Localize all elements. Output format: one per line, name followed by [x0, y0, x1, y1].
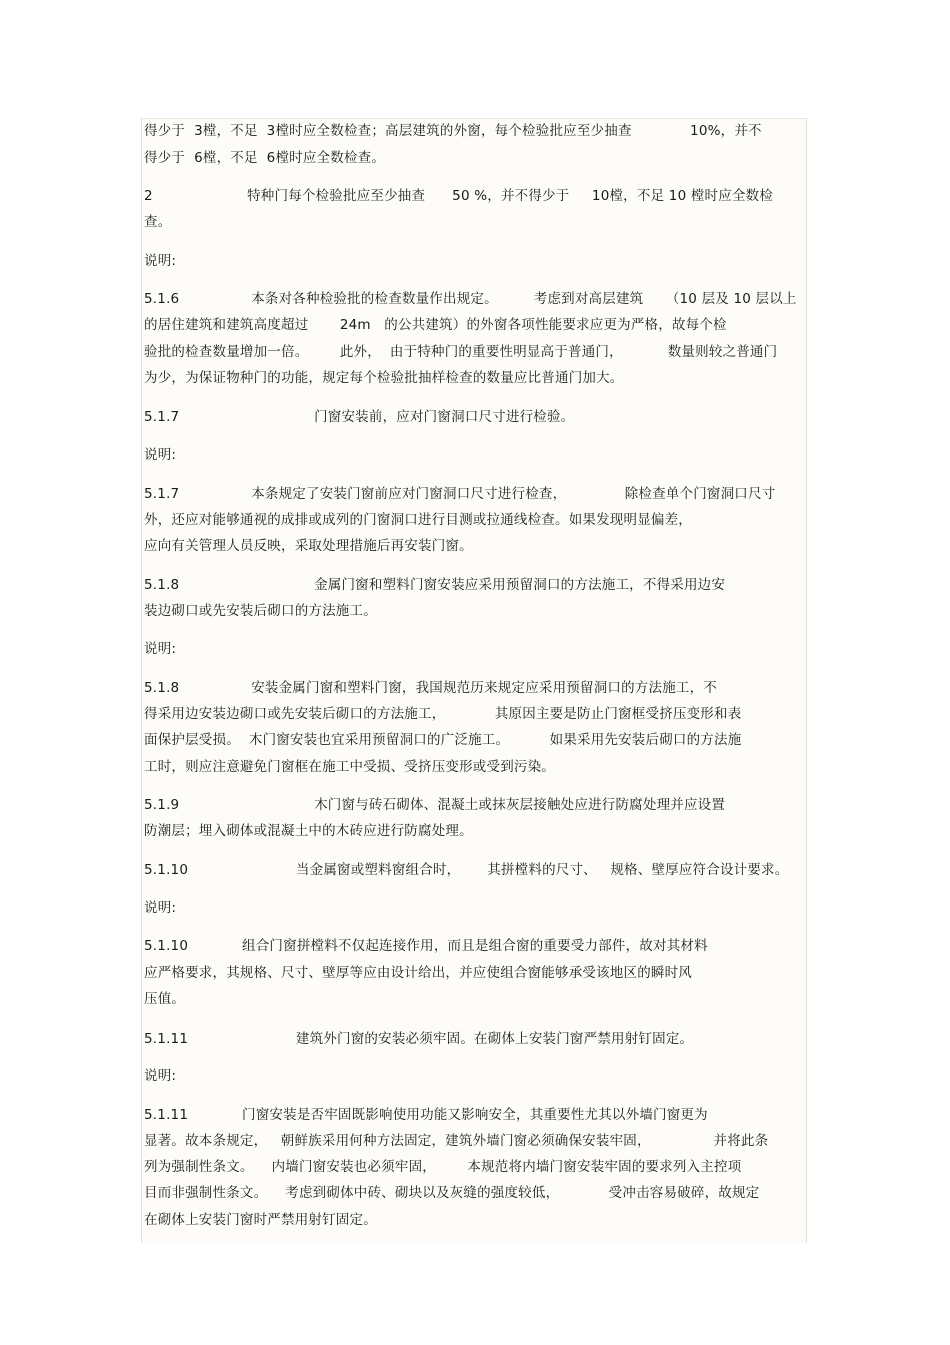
text-line: 面保护层受损。 木门窗安装也宜采用预留洞口的广泛施工。 如果采用先安装后砌口的方法施 [144, 732, 742, 748]
text-line: 的居住建筑和建筑高度超过 24m 的公共建筑）的外窗各项性能要求应更为严格，故每个检 [144, 317, 727, 333]
text-line: 在砌体上安装门窗时严禁用射钉固定。 [144, 1212, 377, 1228]
text-line: 外，还应对能够通视的成排或成列的门窗洞口进行目测或拉通线检查。如果发现明显偏差， [144, 512, 692, 528]
text-line: 为少，为保证物种门的功能，规定每个检验批抽样检查的数量应比普通门加大。 [144, 370, 624, 386]
text-line: 说明: [144, 447, 177, 463]
text-line: 5.1.10 组合门窗拼樘料不仅起连接作用，而且是组合窗的重要受力部件，故对其材料 [144, 938, 708, 954]
text-line: 5.1.9 木门窗与砖石砌体、混凝土或抹灰层接触处应进行防腐处理并应设置 [144, 797, 726, 813]
text-line: 得少于 3樘，不足 3樘时应全数检查；高层建筑的外窗，每个检验批应至少抽查 10%，并不 [144, 123, 762, 139]
text-line: 应严格要求，其规格、尺寸、壁厚等应由设计给出，并应使组合窗能够承受该地区的瞬时风 [144, 965, 692, 981]
text-line: 显著。故本条规定， 朝鲜族采用何种方法固定，建筑外墙门窗必须确保安装牢固， 并将此条 [144, 1133, 769, 1149]
text-line: 说明: [144, 1068, 177, 1084]
text-line: 5.1.8 安装金属门窗和塑料门窗，我国规范历来规定应采用预留洞口的方法施工，不 [144, 680, 718, 696]
text-line: 列为强制性条文。 内墙门窗安装也必须牢固， 本规范将内墙门窗安装牢固的要求列入主控项 [144, 1159, 742, 1175]
text-line: 装边砌口或先安装后砌口的方法施工。 [144, 603, 377, 619]
text-line: 5.1.10 当金属窗或塑料窗组合时， 其拼樘料的尺寸、 规格、壁厚应符合设计要求。 [144, 862, 789, 878]
text-line: 得采用边安装边砌口或先安装后砌口的方法施工， 其原因主要是防止门窗框受挤压变形和表 [144, 706, 742, 722]
text-line: 防潮层；埋入砌体或混凝土中的木砖应进行防腐处理。 [144, 823, 473, 839]
text-line: 工时，则应注意避免门窗框在施工中受损、受挤压变形或受到污染。 [144, 759, 555, 775]
text-line: 目而非强制性条文。 考虑到砌体中砖、砌块以及灰缝的强度较低， 受冲击容易破碎，故规定 [144, 1185, 760, 1201]
text-line: 说明: [144, 641, 177, 657]
text-line: 说明: [144, 900, 177, 916]
text-line: 5.1.11 门窗安装是否牢固既影响使用功能又影响安全，其重要性尤其以外墙门窗更为 [144, 1107, 708, 1123]
text-line: 压值。 [144, 991, 186, 1007]
text-line: 5.1.6 本条对各种检验批的检查数量作出规定。 考虑到对高层建筑 （10 层及 10 层以上 [144, 291, 797, 307]
text-line: 查。 [144, 214, 172, 230]
text-line: 5.1.11 建筑外门窗的安装必须牢固。在砌体上安装门窗严禁用射钉固定。 [144, 1031, 694, 1047]
text-line: 5.1.8 金属门窗和塑料门窗安装应采用预留洞口的方法施工，不得采用边安 [144, 577, 726, 593]
text-line: 5.1.7 本条规定了安装门窗前应对门窗洞口尺寸进行检查， 除检查单个门窗洞口尺寸 [144, 486, 776, 502]
text-line: 2 特种门每个检验批应至少抽查 50 %，并不得少于 10樘，不足 10 樘时应全数检 [144, 188, 774, 204]
text-line: 应向有关管理人员反映，采取处理措施后再安装门窗。 [144, 538, 473, 554]
text-line: 得少于 6樘，不足 6樘时应全数检查。 [144, 150, 386, 166]
text-line: 5.1.7 门窗安装前，应对门窗洞口尺寸进行检验。 [144, 409, 575, 425]
text-line: 说明: [144, 253, 177, 269]
text-line: 验批的检查数量增加一倍。 此外， 由于特种门的重要性明显高于普通门， 数量则较之普通门 [144, 344, 778, 360]
